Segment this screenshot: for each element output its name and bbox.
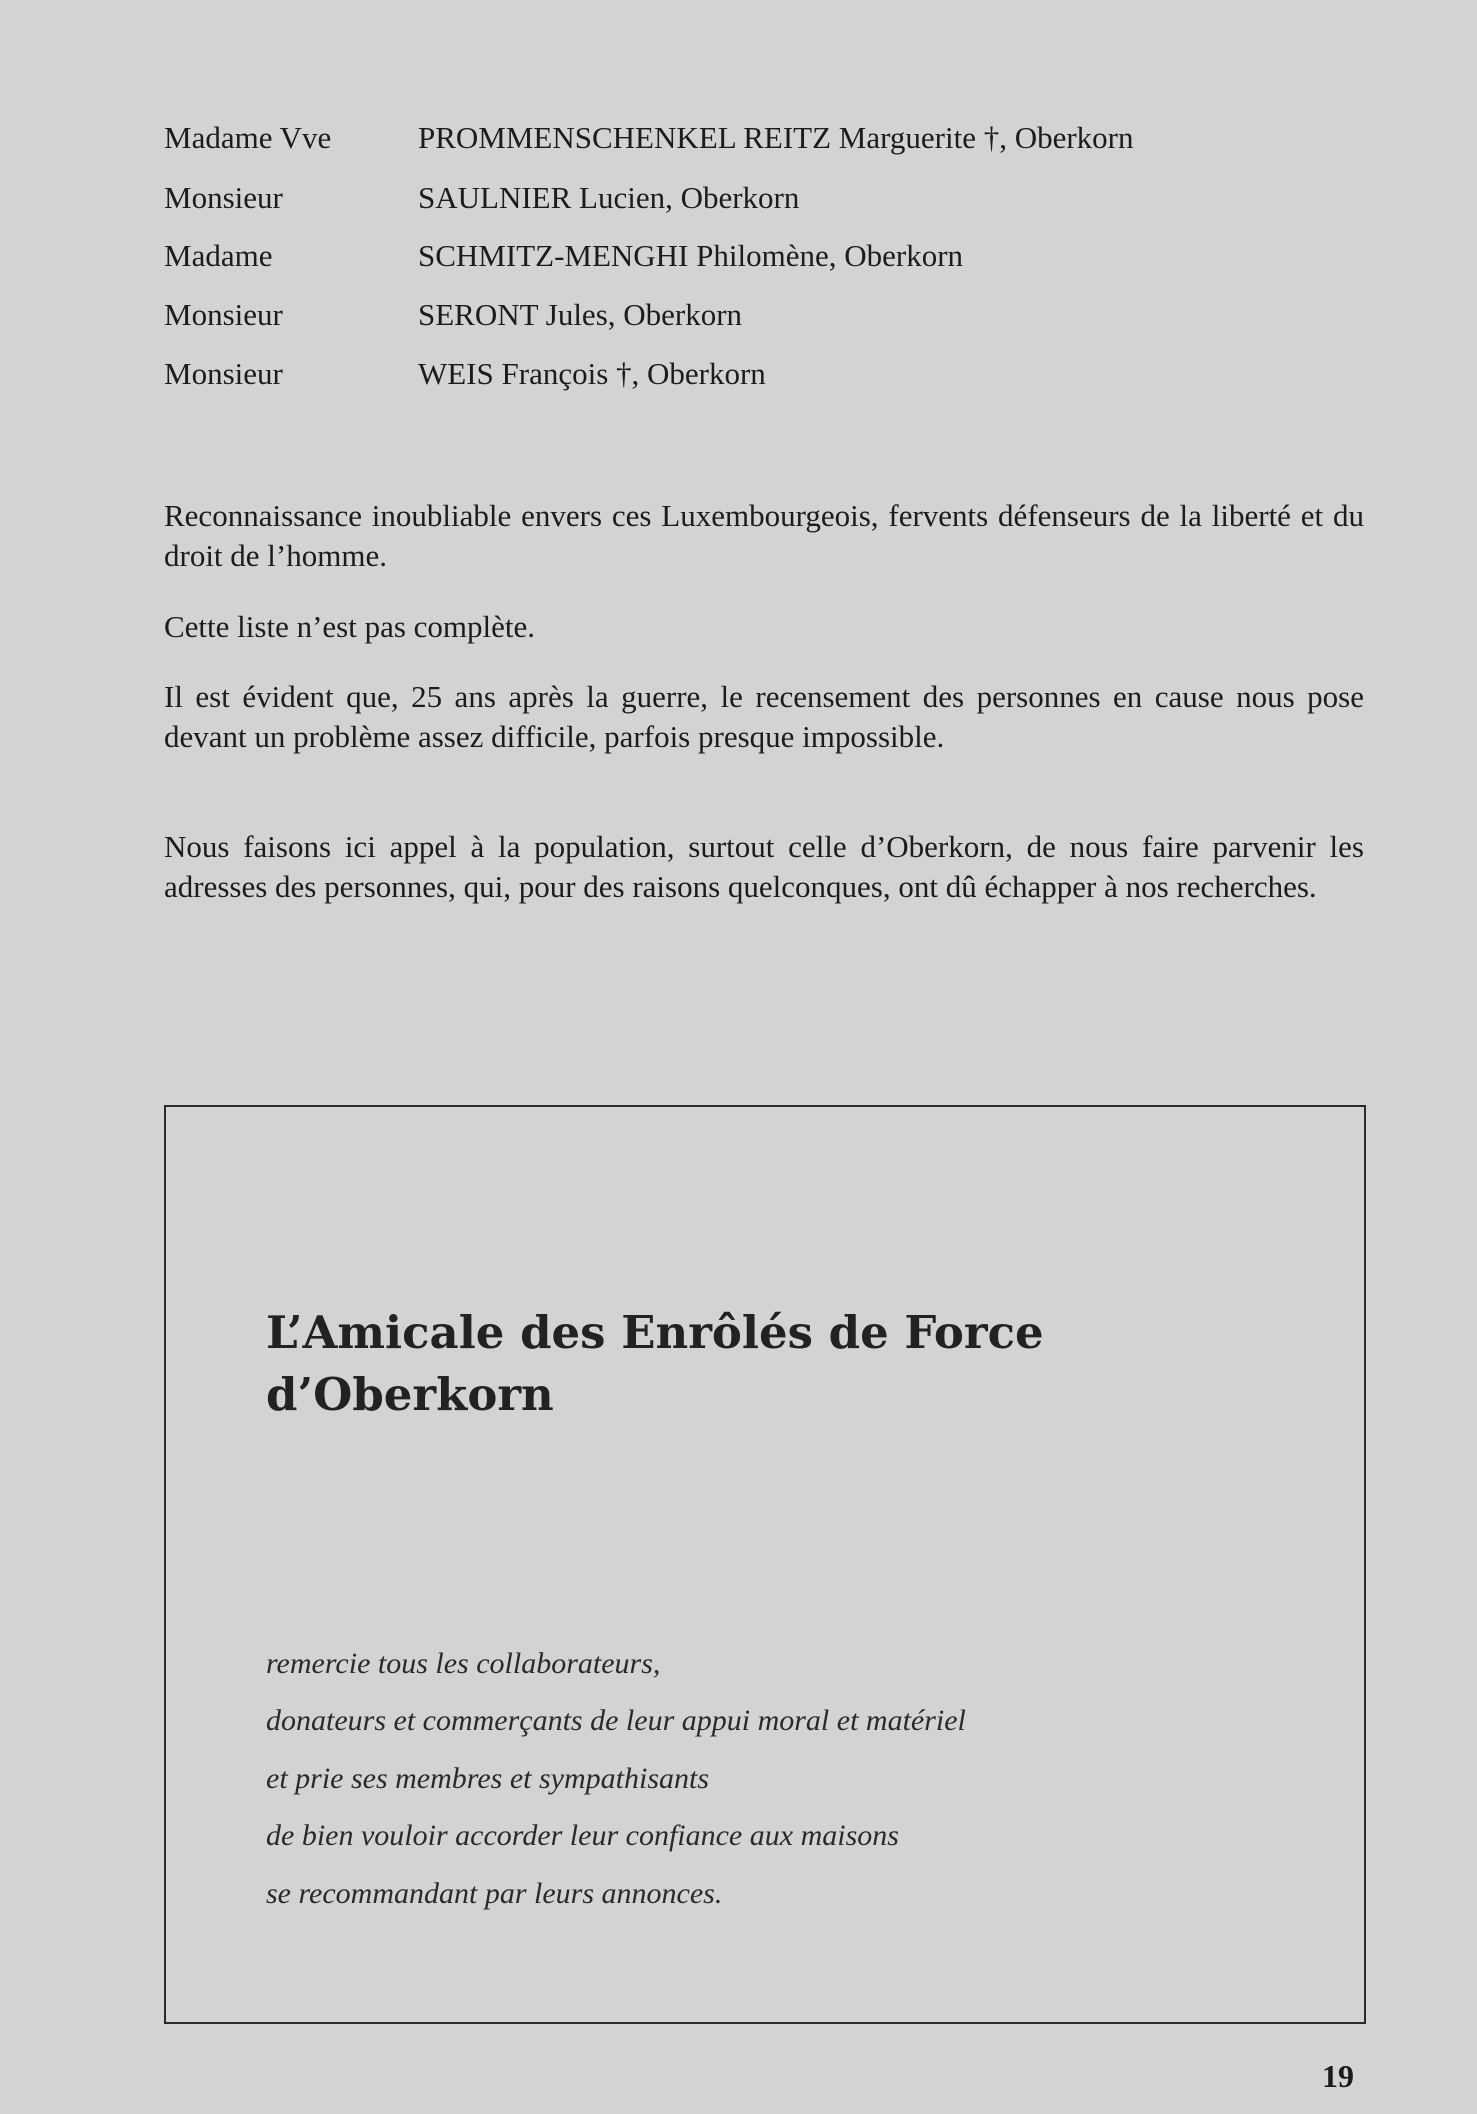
paragraph-reconnaissance: Reconnaissance inoubliable envers ces Luxembourgeois, fervents défenseurs de la liberté et du droit de l’homme.: [164, 498, 1364, 573]
honorific: Madame: [164, 238, 273, 273]
honorific: Monsieur: [164, 356, 283, 391]
acknowledgement-box: [164, 1105, 1366, 2024]
paragraph-appeal: Nous faisons ici appel à la population, surtout celle d’Oberkorn, de nous faire parvenir les adresses des personnes, qui, pour des raisons quelconques, ont dû échapper à nos recherches.: [164, 829, 1364, 904]
person-name: SAULNIER Lucien, Oberkorn: [418, 180, 800, 215]
box-line: et prie ses membres et sympathisants: [266, 1762, 709, 1795]
box-line: de bien vouloir accorder leur confiance aux maisons: [266, 1819, 899, 1852]
page-number: 19: [1322, 2058, 1354, 2094]
honorific: Monsieur: [164, 297, 283, 332]
person-name: SCHMITZ-MENGHI Philomène, Oberkorn: [418, 238, 964, 273]
person-name: PROMMENSCHENKEL REITZ Marguerite †, Oberkorn: [418, 120, 1134, 155]
honorific: Monsieur: [164, 180, 283, 215]
honorific: Madame Vve: [164, 120, 332, 155]
box-line: donateurs et commerçants de leur appui moral et matériel: [266, 1704, 966, 1737]
box-line: remercie tous les collaborateurs,: [266, 1647, 661, 1680]
person-name: SERONT Jules, Oberkorn: [418, 297, 743, 332]
box-title: L’Amicale des Enrôlés de Force d’Oberkorn: [266, 1306, 1044, 1421]
box-line: se recommandant par leurs annonces.: [266, 1877, 723, 1910]
person-name: WEIS François †, Oberkorn: [418, 356, 766, 391]
paragraph-list-incomplete: Cette liste n’est pas complète.: [164, 609, 536, 644]
paragraph-census: Il est évident que, 25 ans après la guerre, le recensement des personnes en cause nous pose devant un problème assez difficile, parfois presque impossible.: [164, 679, 1364, 754]
